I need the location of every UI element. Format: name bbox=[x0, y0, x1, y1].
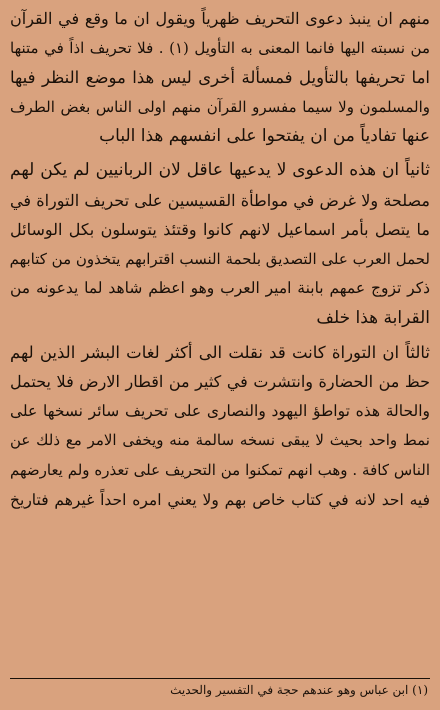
text-line: ما يتصل بأمر اسماعيل لانهم كانوا وقتئذ يتوسلون بكل الوسائل bbox=[10, 220, 430, 240]
text-line: اما تحريفها بالتأويل فمسألة أخرى ليس هذا موضع النظر فيها bbox=[10, 68, 430, 88]
paragraph-1 bbox=[10, 4, 430, 152]
text-line: عنها تفادياً من ان يفتحوا على انفسهم هذا الباب bbox=[99, 126, 430, 147]
text-line: القرابة هذا خلف bbox=[316, 307, 430, 328]
text-line: فيه احد لانه في كتاب خاص بهم ولا يعني امره احداً غيرهم فتاريخ bbox=[10, 490, 430, 509]
text-line: الناس كافة . وهب انهم تمكنوا من التحريف على تعذره ولم يعارضهم bbox=[10, 460, 430, 479]
text-line: مصلحة ولا غرض في مواطأة القسيسين على تحريف التوراة في bbox=[10, 190, 430, 210]
text-line: نمط واحد بحيث لا يبقى نسخه سالمة منه ويخفى الامر مع ذلك عن bbox=[10, 431, 430, 450]
text-line: لحمل العرب على التصديق بلحمة النسب اقترابهم يتخذون من كتابهم bbox=[10, 249, 430, 268]
text-line: والحالة هذه تواطؤ اليهود والنصارى على تحريف سائر نسخها على bbox=[10, 401, 430, 420]
text-line: ثانياً ان هذه الدعوى لا يدعيها عاقل لان الربانيين لم يكن لهم bbox=[10, 159, 430, 180]
text-line: من نسبته اليها فانما المعنى به التأويل (١) . فلا تحريف اذاً في متنها bbox=[10, 38, 430, 57]
text-line: حظ من الحضارة وانتشرت في كثير من اقطار الارض فلا يحتمل bbox=[10, 372, 430, 392]
text-line: منهم ان ينبذ دعوى التحريف ظهرياً ويقول ان ما وقع في القرآن bbox=[10, 9, 430, 28]
text-line: ثالثاً ان التوراة كانت قد نقلت الى أكثر لغات البشر الذين لهم bbox=[10, 342, 430, 362]
text-line: ذكر تزوج عمهم بابنة امير العرب وهو اعظم شاهد لما يدعونه من bbox=[10, 279, 430, 298]
footnote-divider bbox=[10, 678, 430, 679]
paragraph-2 bbox=[10, 156, 430, 334]
paragraph-3 bbox=[10, 338, 430, 516]
footnote: (١) ابن عباس وهو عندهم حجة في التفسير والحديث bbox=[170, 683, 428, 697]
text-line: والمسلمون ولا سيما مفسرو القرآن منهم اولى الناس بغض الطرف bbox=[10, 97, 430, 116]
